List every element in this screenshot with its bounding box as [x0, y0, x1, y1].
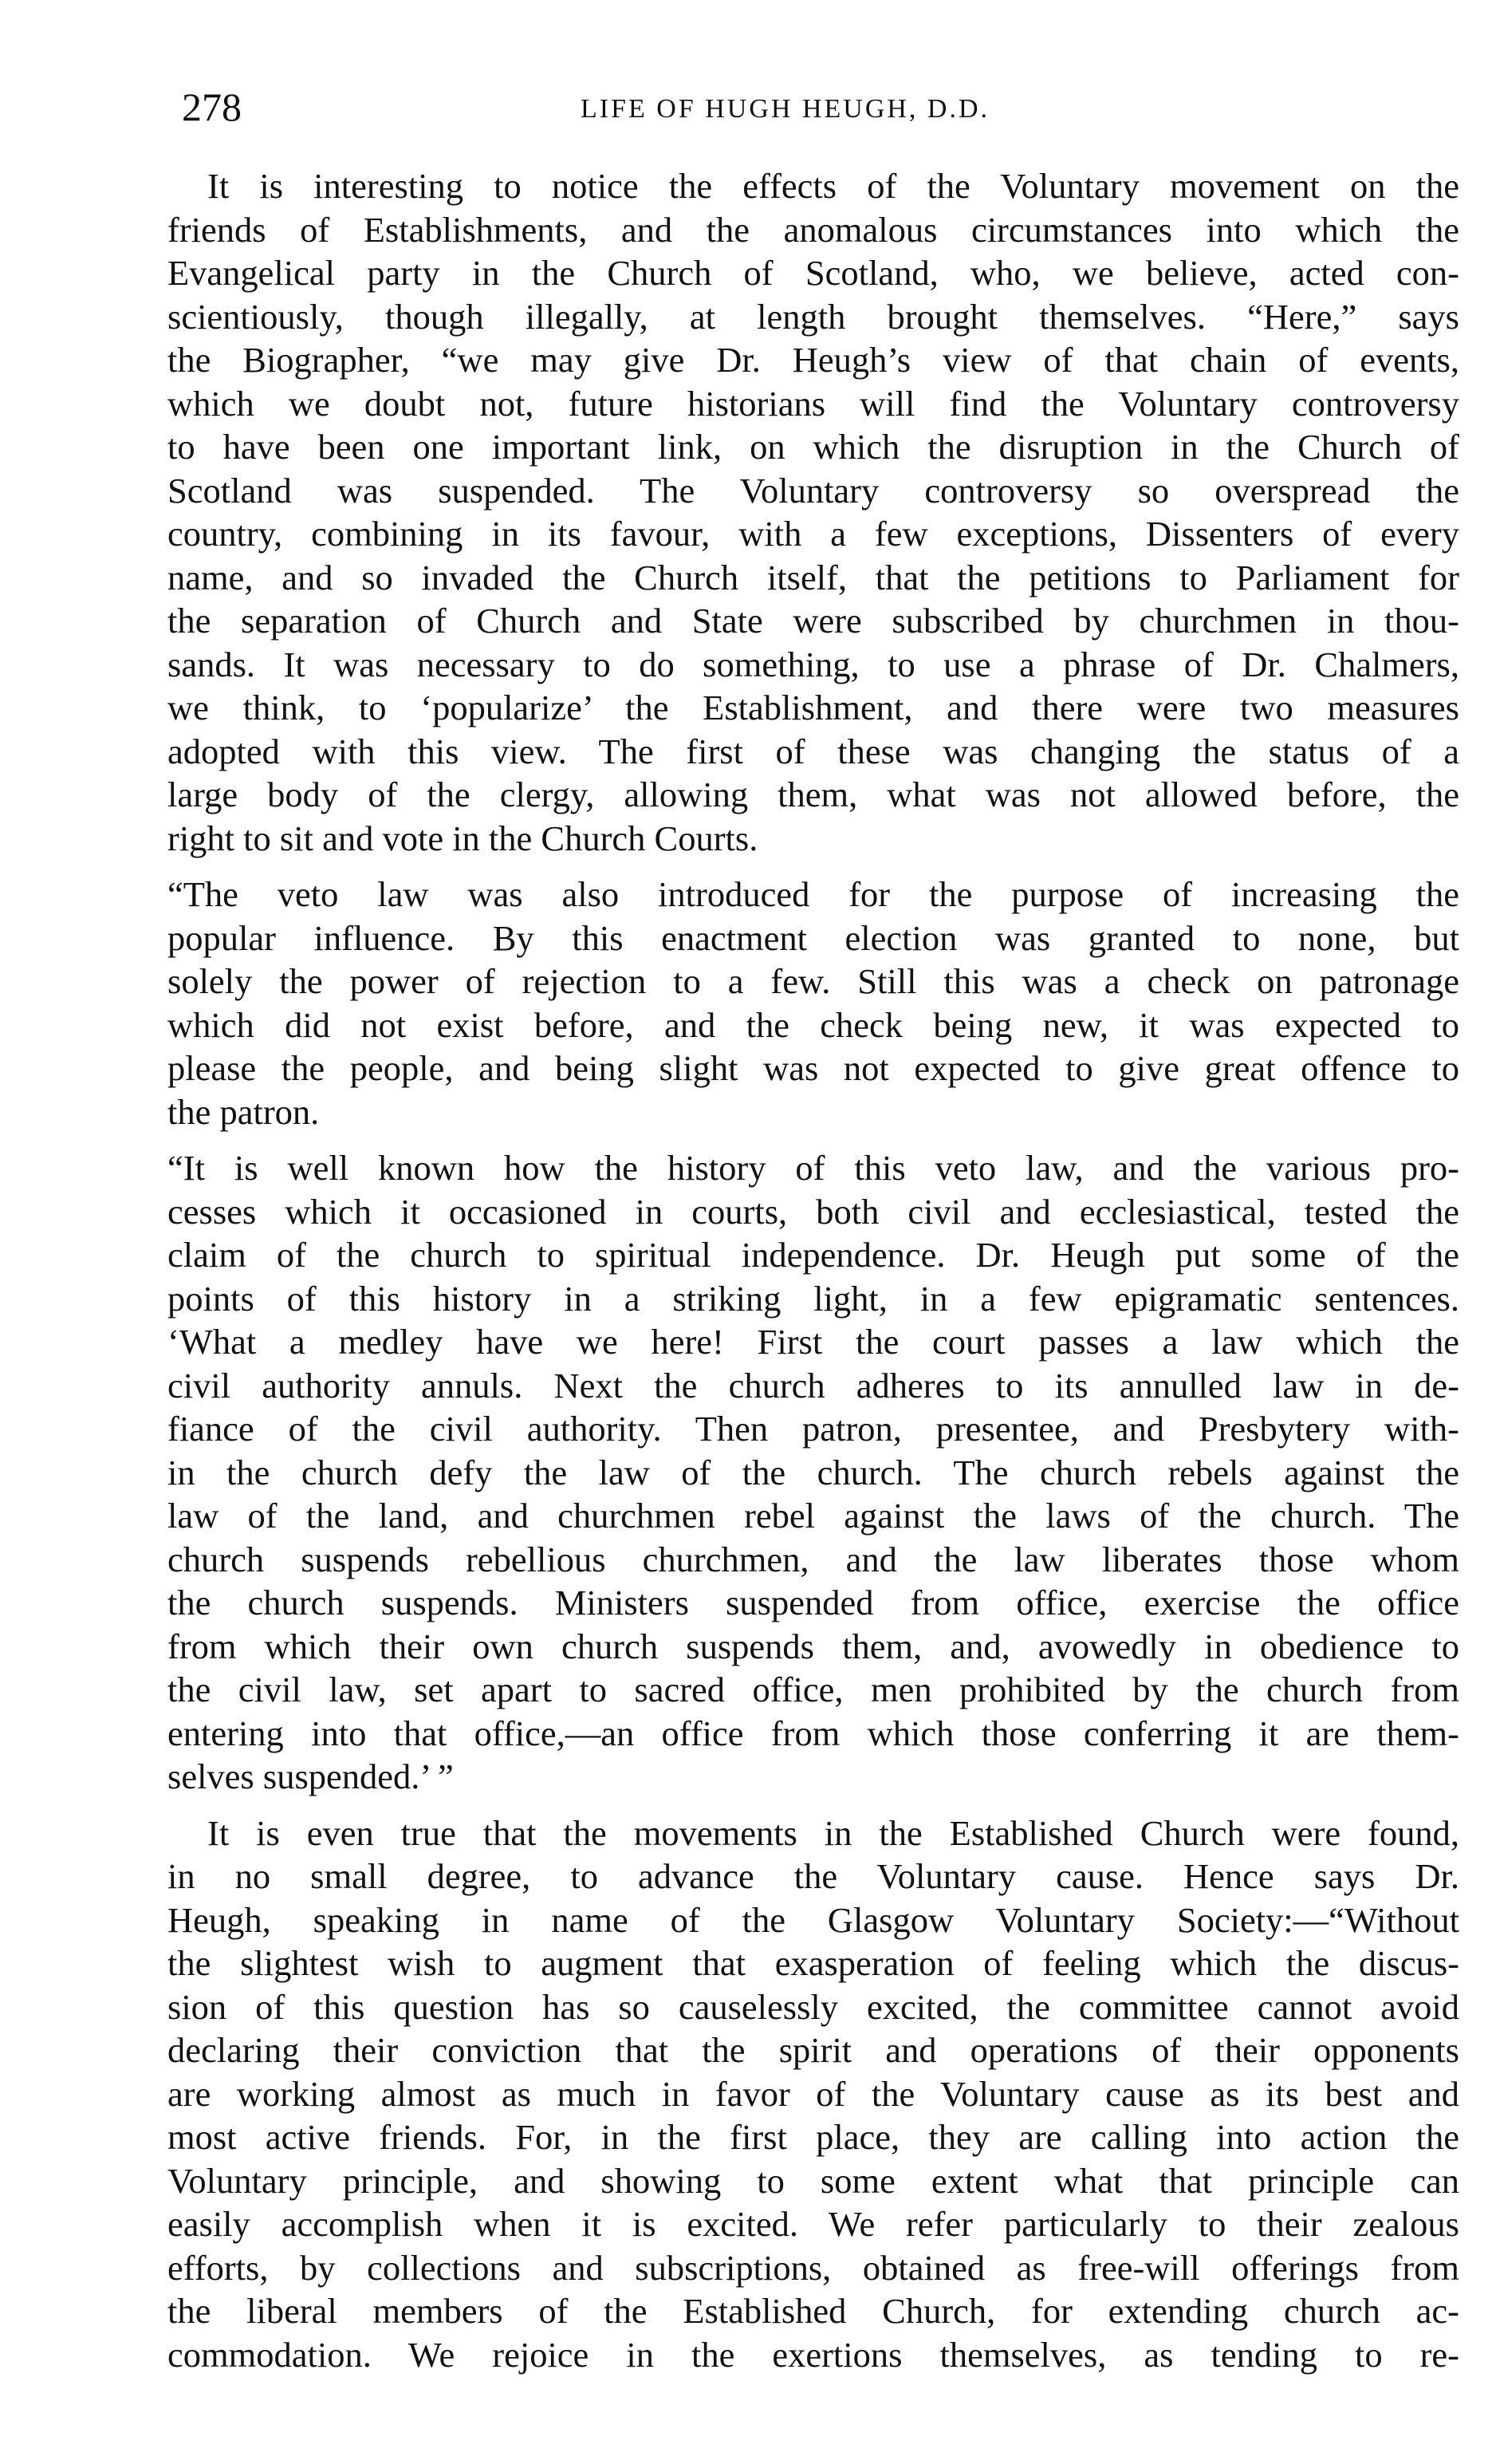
text-line: the separation of Church and State were subscribed by churchmen in thou-: [167, 601, 1459, 641]
text-line: the slightest wish to augment that exasperation of feeling which the discus-: [167, 1943, 1459, 1983]
text-line: the Biographer, “we may give Dr. Heugh’s view of that chain of events,: [167, 340, 1459, 380]
text-line: Voluntary principle, and showing to some extent what that principle can: [167, 2160, 1459, 2201]
text-line: easily accomplish when it is excited. We refer particularly to their zealous: [167, 2204, 1459, 2244]
text-line: adopted with this view. The first of these was changing the status of a: [167, 731, 1459, 771]
paragraph-4: [167, 1812, 1459, 2377]
text-line: large body of the clergy, allowing them, what was not allowed before, the: [167, 775, 1459, 814]
paragraph-1: [167, 164, 1459, 860]
text-line: Scotland was suspended. The Voluntary controversy so overspread the: [167, 470, 1459, 511]
text-line: sion of this question has so causelessly excited, the committee cannot avoid: [167, 1986, 1459, 2027]
text-line: efforts, by collections and subscriptions, obtained as free-will offerings from: [167, 2247, 1459, 2288]
text-line: friends of Establishments, and the anomalous circumstances into which the: [167, 209, 1459, 250]
paragraph-2: [167, 873, 1459, 1133]
text-line: we think, to ‘popularize’ the Establishment, and there were two measures: [167, 688, 1459, 727]
text-line: to have been one important link, on which the disruption in the Church of: [167, 427, 1459, 467]
text-line: entering into that office,—an office from which those conferring it are them-: [167, 1713, 1459, 1753]
text-line: which we doubt not, future historians will find the Voluntary controversy: [167, 383, 1459, 424]
text-line: country, combining in its favour, with a few exceptions, Dissenters of every: [167, 514, 1459, 554]
text-line: Evangelical party in the Church of Scotland, who, we believe, acted con-: [167, 253, 1459, 293]
text-line: points of this history in a striking light, in a few epigramatic sentences.: [167, 1278, 1459, 1319]
text-line: the patron.: [167, 1091, 320, 1132]
text-line: in the church defy the law of the church. The church rebels against the: [167, 1452, 1459, 1492]
text-line: commodation. We rejoice in the exertions themselves, as tending to re-: [167, 2334, 1459, 2375]
text-line: “The veto law was also introduced for the purpose of increasing the: [167, 874, 1459, 914]
text-line: the civil law, set apart to sacred office, men prohibited by the church from: [167, 1670, 1459, 1709]
text-line: from which their own church suspends them, and, avowedly in obedience to: [167, 1626, 1459, 1666]
page-header: [182, 83, 1322, 131]
text-line: claim of the church to spiritual independence. Dr. Heugh put some of the: [167, 1235, 1459, 1275]
text-line: the church suspends. Ministers suspended from office, exercise the office: [167, 1583, 1459, 1622]
text-line: civil authority annuls. Next the church adheres to its annulled law in de-: [167, 1365, 1459, 1405]
text-line: most active friends. For, in the first place, they are calling into action the: [167, 2117, 1459, 2157]
text-line: in no small degree, to advance the Voluntary cause. Hence says Dr.: [167, 1856, 1459, 1896]
text-line: are working almost as much in favor of the Voluntary cause as its best and: [167, 2073, 1459, 2114]
text-line: sands. It was necessary to do something, to use a phrase of Dr. Chalmers,: [167, 644, 1459, 684]
text-line: ‘What a medley have we here! First the court passes a law which the: [167, 1322, 1459, 1362]
text-line: church suspends rebellious churchmen, and the law liberates those whom: [167, 1539, 1459, 1579]
text-line: popular influence. By this enactment election was granted to none, but: [167, 917, 1459, 958]
text-line: please the people, and being slight was not expected to give great offence to: [167, 1048, 1459, 1088]
paragraph-3: [167, 1146, 1459, 1799]
paragraph-gap: [167, 1133, 1459, 1146]
text-line: right to sit and vote in the Church Courts.: [167, 818, 758, 858]
text-line: name, and so invaded the Church itself, that the petitions to Parliament for: [167, 557, 1459, 597]
text-line: the liberal members of the Established Church, for extending church ac-: [167, 2291, 1459, 2331]
text-line: cesses which it occasioned in courts, both civil and ecclesiastical, tested the: [167, 1191, 1459, 1232]
text-line: selves suspended.’ ”: [167, 1756, 454, 1796]
text-line: law of the land, and churchmen rebel against the laws of the church. The: [167, 1496, 1459, 1536]
paragraph-gap: [167, 860, 1459, 873]
text-line: declaring their conviction that the spirit and operations of their opponents: [167, 2030, 1459, 2070]
paragraph-gap: [167, 1799, 1459, 1812]
text-line: It is interesting to notice the effects of the Voluntary movement on the: [207, 166, 1459, 206]
text-line: which did not exist before, and the check being new, it was expected to: [167, 1004, 1459, 1045]
text-line: “It is well known how the history of this veto law, and the various pro-: [167, 1148, 1459, 1188]
text-line: Heugh, speaking in name of the Glasgow Voluntary Society:—“Without: [167, 1899, 1459, 1940]
running-title: LIFE OF HUGH HEUGH, D.D.: [581, 94, 990, 124]
text-line: solely the power of rejection to a few. Still this was a check on patronage: [167, 961, 1459, 1001]
text-line: fiance of the civil authority. Then patron, presentee, and Presbytery with-: [167, 1409, 1459, 1449]
text-line: scientiously, though illegally, at length brought themselves. “Here,” says: [167, 296, 1459, 337]
text-body: [167, 164, 1459, 2376]
text-line: It is even true that the movements in the Established Church were found,: [207, 1812, 1459, 1853]
page-number: 278: [182, 85, 242, 129]
